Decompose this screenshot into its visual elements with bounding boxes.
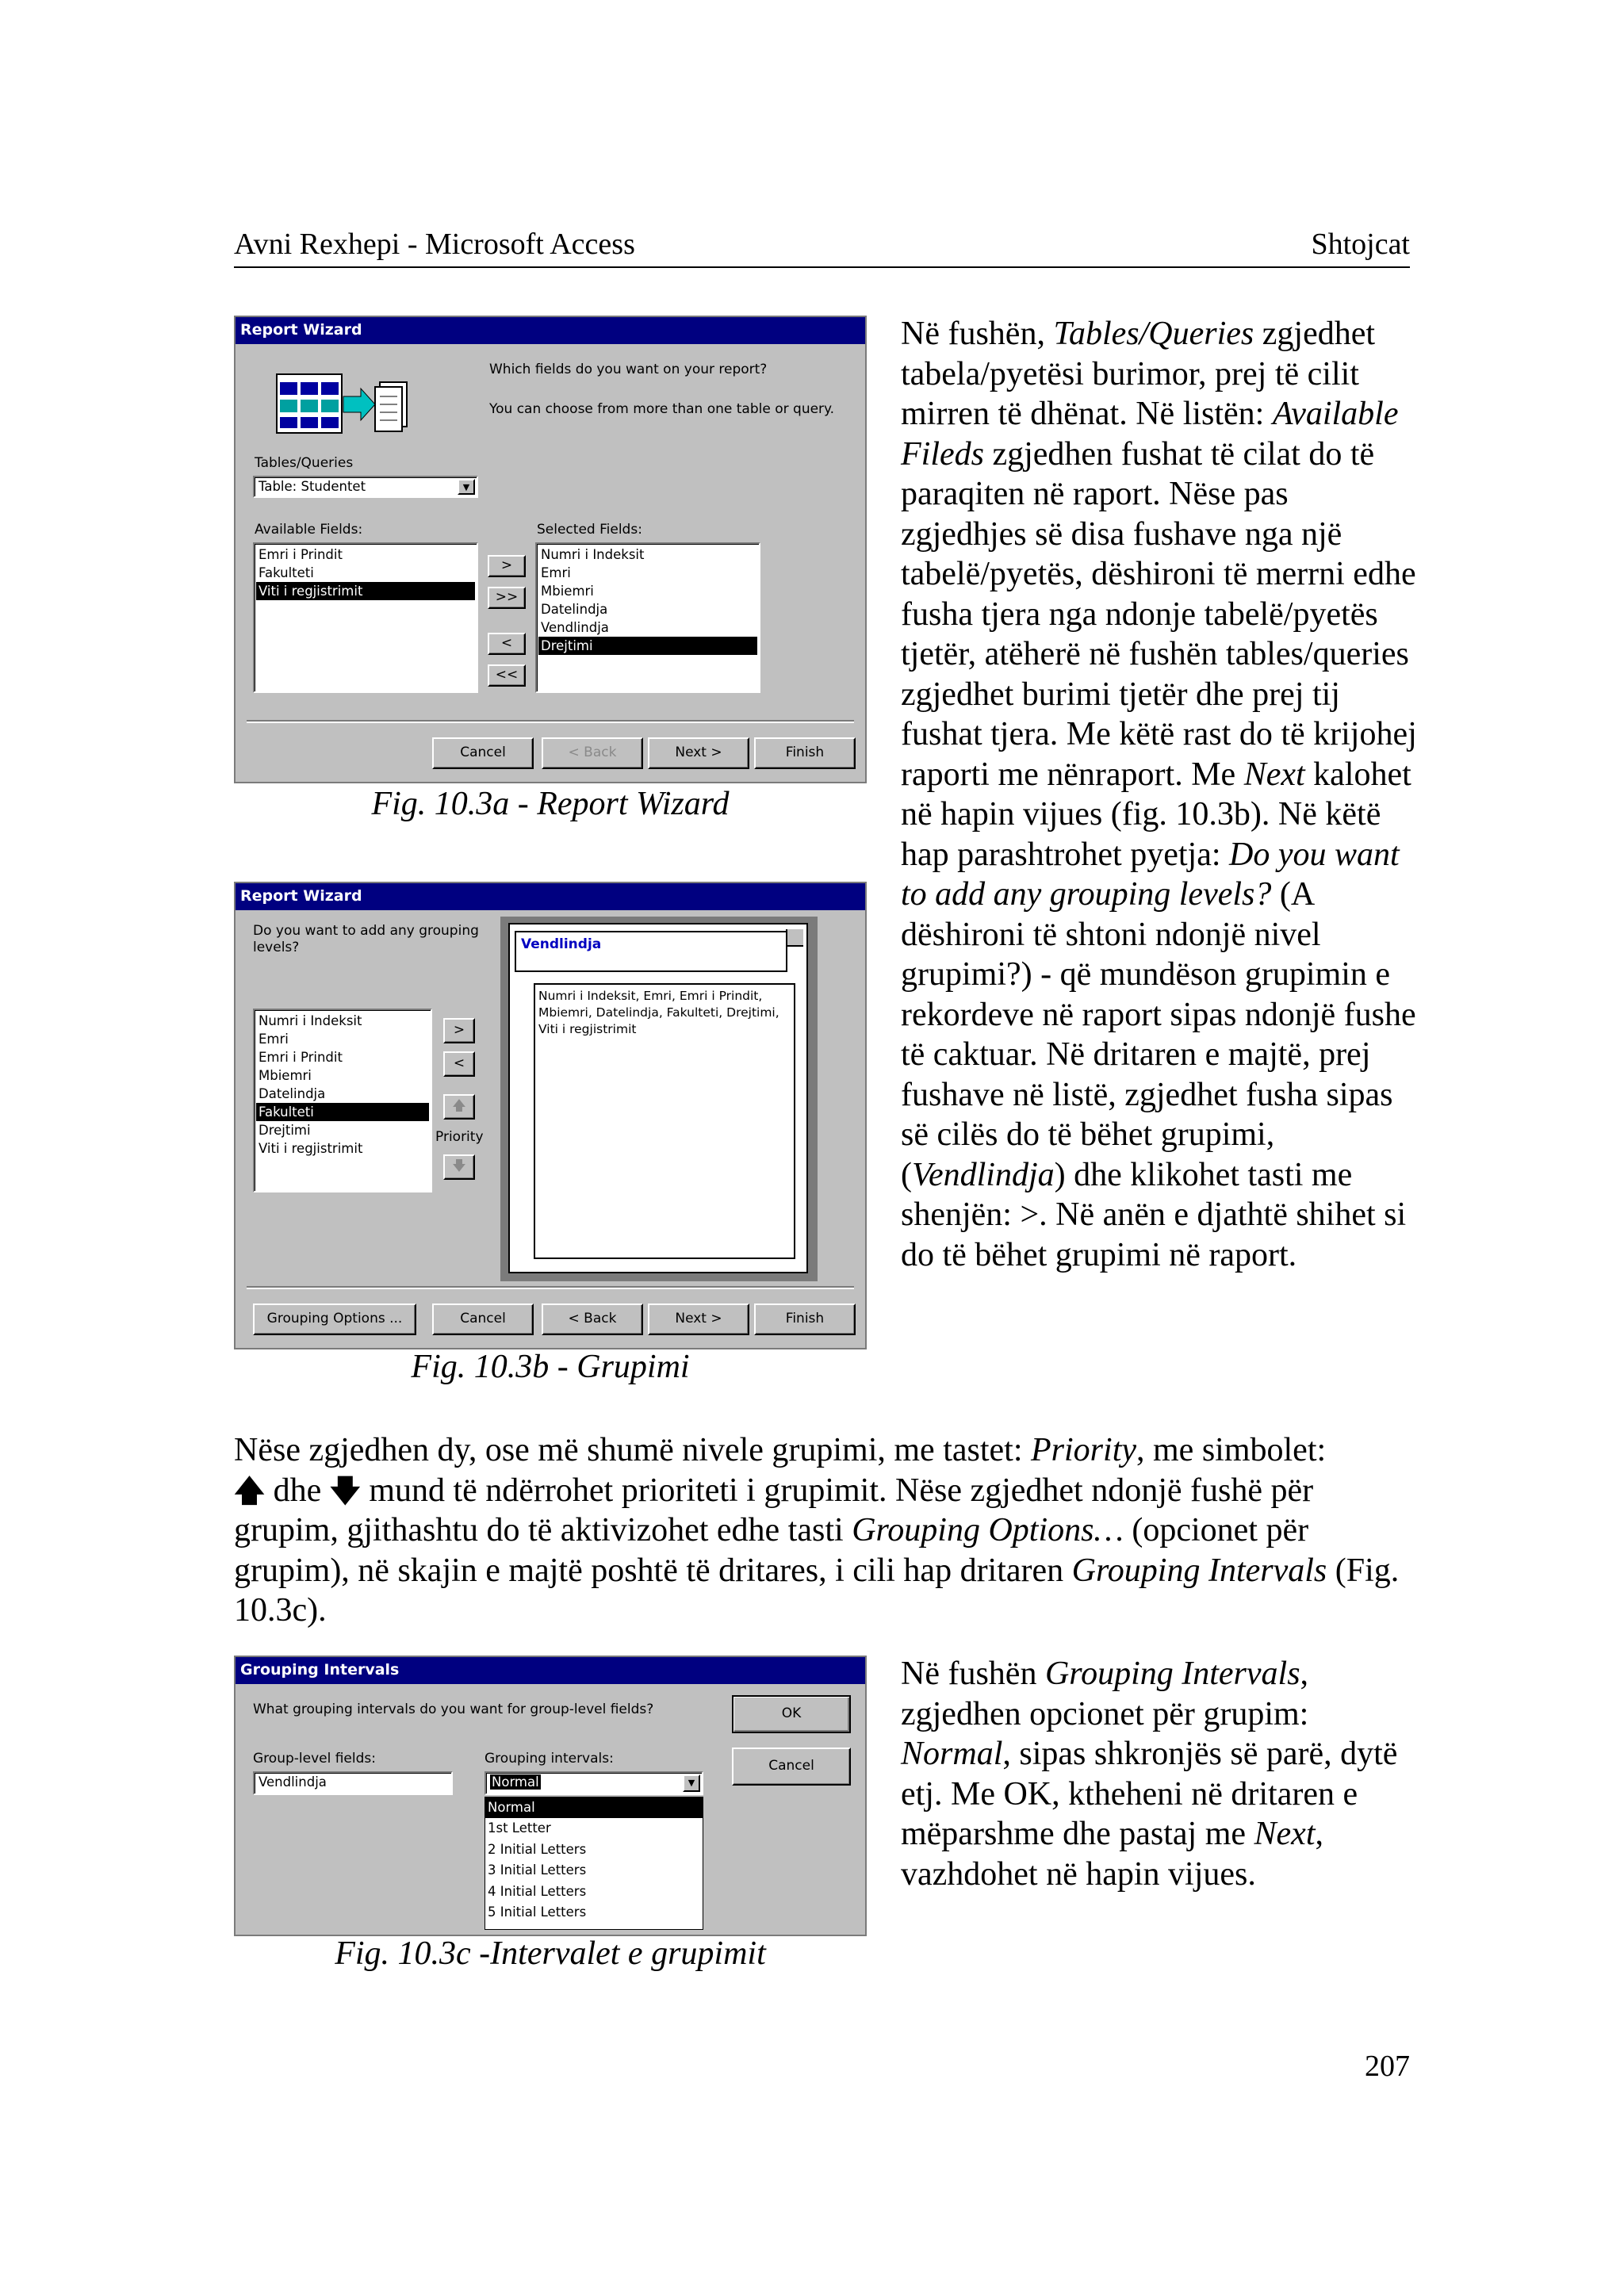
wizard-illustration-icon — [272, 366, 415, 446]
dialog-title-bar: Grouping Intervals — [236, 1657, 865, 1684]
text-run: (A dëshironi të shtoni ndonjë nivel grupimi?) - që mundëson grupimin e rekordeve në raport sipas ndonjë fushe të caktuar. Në dritaren e majtë, prej fushave në listë, zgjedhet fusha sipas së cilës do të bëhet grupimi, ( — [901, 876, 1416, 1193]
text-run-italic: Normal — [901, 1736, 1003, 1772]
text-run-italic: Grouping Intervals — [1044, 1656, 1300, 1692]
preview-page — [508, 923, 808, 1273]
back-button[interactable]: < Back — [542, 737, 643, 769]
next-button[interactable]: Next > — [648, 1303, 749, 1335]
priority-label: Priority — [435, 1129, 484, 1145]
finish-button[interactable]: Finish — [754, 737, 856, 769]
grouping-question: Do you want to add any grouping levels? — [253, 923, 479, 955]
grouping-intervals-label: Grouping intervals: — [485, 1751, 614, 1767]
group-header-field: Vendlindja — [521, 936, 602, 952]
dialog-title-bar: Report Wizard — [236, 883, 865, 910]
page-number: 207 — [1365, 2050, 1410, 2083]
next-button[interactable]: Next > — [648, 737, 749, 769]
selected-fields-label: Selected Fields: — [537, 522, 642, 538]
arrow-up-icon: 🡅 — [452, 1098, 466, 1114]
list-item[interactable]: Datelindja — [541, 602, 608, 617]
move-one-right-button[interactable]: > — [488, 555, 526, 577]
grouping-intervals-combo[interactable] — [485, 1771, 703, 1795]
ok-button[interactable]: OK — [732, 1695, 851, 1733]
move-all-left-button[interactable]: << — [488, 664, 526, 687]
text-run-italic: Do you want to add any grouping levels? — [901, 836, 1400, 913]
text-run-italic: Available Fileds — [901, 396, 1399, 473]
finish-button[interactable]: Finish — [754, 1303, 856, 1335]
report-wizard-dialog-a — [234, 316, 867, 783]
group-header-box — [515, 931, 787, 972]
available-fields-label: Available Fields: — [255, 522, 363, 538]
tables-queries-combo[interactable] — [253, 476, 478, 498]
intervals-question: What grouping intervals do you want for group-level fields? — [253, 1702, 654, 1717]
list-item[interactable]: Emri — [259, 1032, 289, 1047]
page-corner-fold — [786, 929, 803, 947]
text-run: Në fushën, — [901, 316, 1054, 352]
grouping-intervals-dropdown[interactable] — [485, 1797, 703, 1930]
header-author: Avni Rexhepi - Microsoft Access — [234, 228, 635, 261]
text-run: , zgjedhen opcionet për grupim: — [901, 1656, 1309, 1732]
list-item[interactable]: Mbiemri — [541, 584, 594, 599]
text-run: (opcionet për grupim), në skajin e majtë poshtë të dritares, i cili hap dritaren — [234, 1512, 1309, 1589]
text-run: Në fushën — [901, 1656, 1045, 1692]
cancel-button[interactable]: Cancel — [432, 1303, 534, 1335]
question-multiple-sources: You can choose from more than one table or query. — [489, 401, 835, 417]
group-level-field-box[interactable] — [253, 1771, 453, 1795]
list-item[interactable]: Fakulteti — [256, 1103, 429, 1121]
list-item[interactable]: Numri i Indeksit — [259, 1013, 362, 1028]
list-item[interactable]: Emri i Prindit — [259, 547, 343, 562]
grouping-intervals-dialog — [234, 1656, 867, 1936]
header-section: Shtojcat — [1311, 228, 1410, 261]
figure-caption-c: Fig. 10.3c -Intervalet e grupimit — [335, 1935, 766, 1972]
dropdown-option[interactable]: 1st Letter — [488, 1820, 551, 1836]
text-run-italic: Tables/Queries — [1053, 316, 1254, 352]
text-run-italic: Next — [1254, 1816, 1316, 1852]
move-one-left-button[interactable]: < — [488, 633, 526, 655]
divider — [247, 1286, 854, 1289]
paragraph-priority — [234, 1430, 1415, 1631]
page-header — [234, 224, 1410, 268]
text-run-italic: Priority — [1031, 1432, 1137, 1468]
text-run: Nëse zgjedhen dy, ose më shumë nivele grupimi, me tastet: — [234, 1432, 1032, 1468]
text-run-italic: Grouping Options… — [852, 1512, 1124, 1548]
list-item[interactable]: Datelindja — [259, 1086, 326, 1101]
list-item[interactable]: Viti i regjistrimit — [256, 582, 475, 600]
cancel-button[interactable]: Cancel — [432, 737, 534, 769]
available-fields-list[interactable] — [253, 542, 478, 693]
arrow-down-icon: 🡇 — [452, 1158, 466, 1174]
text-run: , vazhdohet në hapin vijues. — [901, 1816, 1323, 1893]
list-item[interactable]: Viti i regjistrimit — [259, 1141, 363, 1156]
text-run: , sipas shkronjës së parë, dytë etj. Me OK, ktheheni në dritaren e mëparshme dhe pastaj me — [901, 1736, 1398, 1852]
text-run: mund të ndërrohet prioriteti i grupimit. Nëse zgjedhet ndonjë fushë për grupim, gjithashtu do të aktivizohet edhe tasti — [234, 1472, 1314, 1548]
tables-queries-label: Tables/Queries — [255, 455, 354, 471]
report-wizard-dialog-b — [234, 882, 867, 1349]
tables-queries-value: Table: Studentet — [259, 479, 366, 494]
paragraph-intervals — [901, 1654, 1420, 1894]
text-run: , me simbolet: — [1136, 1432, 1327, 1468]
text-run-italic: Next — [1243, 756, 1305, 793]
move-all-right-button[interactable]: >> — [488, 587, 526, 609]
back-button[interactable]: < Back — [542, 1303, 643, 1335]
list-item[interactable]: Vendlindja — [541, 620, 609, 635]
list-item[interactable]: Mbiemri — [259, 1068, 312, 1083]
grouping-options-button[interactable]: Grouping Options ... — [253, 1303, 416, 1335]
priority-up-button[interactable] — [443, 1094, 475, 1120]
cancel-button[interactable]: Cancel — [732, 1748, 851, 1786]
text-run: ) dhe klikohet tasti me shenjën: >. Në anën e djathtë shihet si do të bëhet grupimi në raport. — [901, 1156, 1407, 1273]
priority-down-button[interactable] — [443, 1154, 475, 1180]
list-item[interactable]: Drejtimi — [538, 637, 757, 655]
paragraph-wizard-steps — [901, 314, 1420, 1275]
group-level-fields-label: Group-level fields: — [253, 1751, 376, 1767]
detail-box — [534, 983, 795, 1259]
list-item[interactable]: Fakulteti — [259, 565, 314, 580]
text-run: zgjedhen fushat të cilat do të paraqiten në raport. Nëse pas zgjedhjes së disa fushave nga një tabelë/pyetës, dëshironi të merrni edhe fusha tjera nga ndonje tabelë/pyetës tjetër, atëherë në fushën tables/queries zgjedhet burimi tjetër dhe prej tij fushat tjera. Me këtë rast do të krijohej raporti me nënraport. Me — [901, 435, 1417, 793]
text-run-italic: Vendlindja — [912, 1156, 1055, 1193]
text-run: dhe — [265, 1472, 330, 1509]
detail-fields: Numri i Indeksit, Emri, Emri i Prindit, Mbiemri, Datelindja, Fakulteti, Drejtimi, Viti i regjistrimit — [538, 989, 779, 1036]
list-item[interactable]: Emri — [541, 565, 571, 580]
arrow-up-icon: 🡅 — [234, 1472, 266, 1508]
figure-caption-b: Fig. 10.3b - Grupimi — [411, 1349, 690, 1385]
grouping-fields-list[interactable] — [253, 1009, 432, 1192]
grouping-intervals-value: Normal — [492, 1774, 539, 1790]
group-level-field-value: Vendlindja — [259, 1774, 327, 1790]
add-grouping-button[interactable]: > — [443, 1018, 475, 1043]
dropdown-option[interactable]: 4 Initial Letters — [488, 1883, 587, 1899]
list-item[interactable]: Emri i Prindit — [259, 1050, 343, 1065]
chevron-down-icon[interactable]: ▼ — [683, 1774, 700, 1792]
dropdown-option[interactable]: 2 Initial Letters — [488, 1841, 587, 1857]
remove-grouping-button[interactable]: < — [443, 1051, 475, 1077]
dropdown-option[interactable]: 5 Initial Letters — [488, 1904, 587, 1920]
selected-fields-list[interactable] — [535, 542, 760, 693]
text-run: (Fig. 10.3c). — [234, 1552, 1400, 1629]
dropdown-option[interactable]: Normal — [485, 1797, 703, 1818]
question-fields: Which fields do you want on your report? — [489, 362, 768, 377]
divider — [247, 720, 854, 723]
text-run: zgjedhet tabela/pyetësi burimor, prej të cilit mirren të dhënat. Në listën: — [901, 316, 1376, 432]
chevron-down-icon[interactable]: ▼ — [458, 479, 475, 495]
text-run-italic: Grouping Intervals — [1071, 1552, 1327, 1589]
arrow-down-icon: 🡇 — [329, 1472, 361, 1508]
list-item[interactable]: Drejtimi — [259, 1123, 311, 1138]
figure-caption-a: Fig. 10.3a - Report Wizard — [371, 786, 730, 822]
list-item[interactable]: Numri i Indeksit — [541, 547, 645, 562]
text-run: kalohet në hapin vijues (fig. 10.3b). Në këtë hap parashtrohet pyetja: — [901, 756, 1411, 873]
dialog-title-bar: Report Wizard — [236, 317, 865, 344]
dropdown-option[interactable]: 3 Initial Letters — [488, 1862, 587, 1878]
